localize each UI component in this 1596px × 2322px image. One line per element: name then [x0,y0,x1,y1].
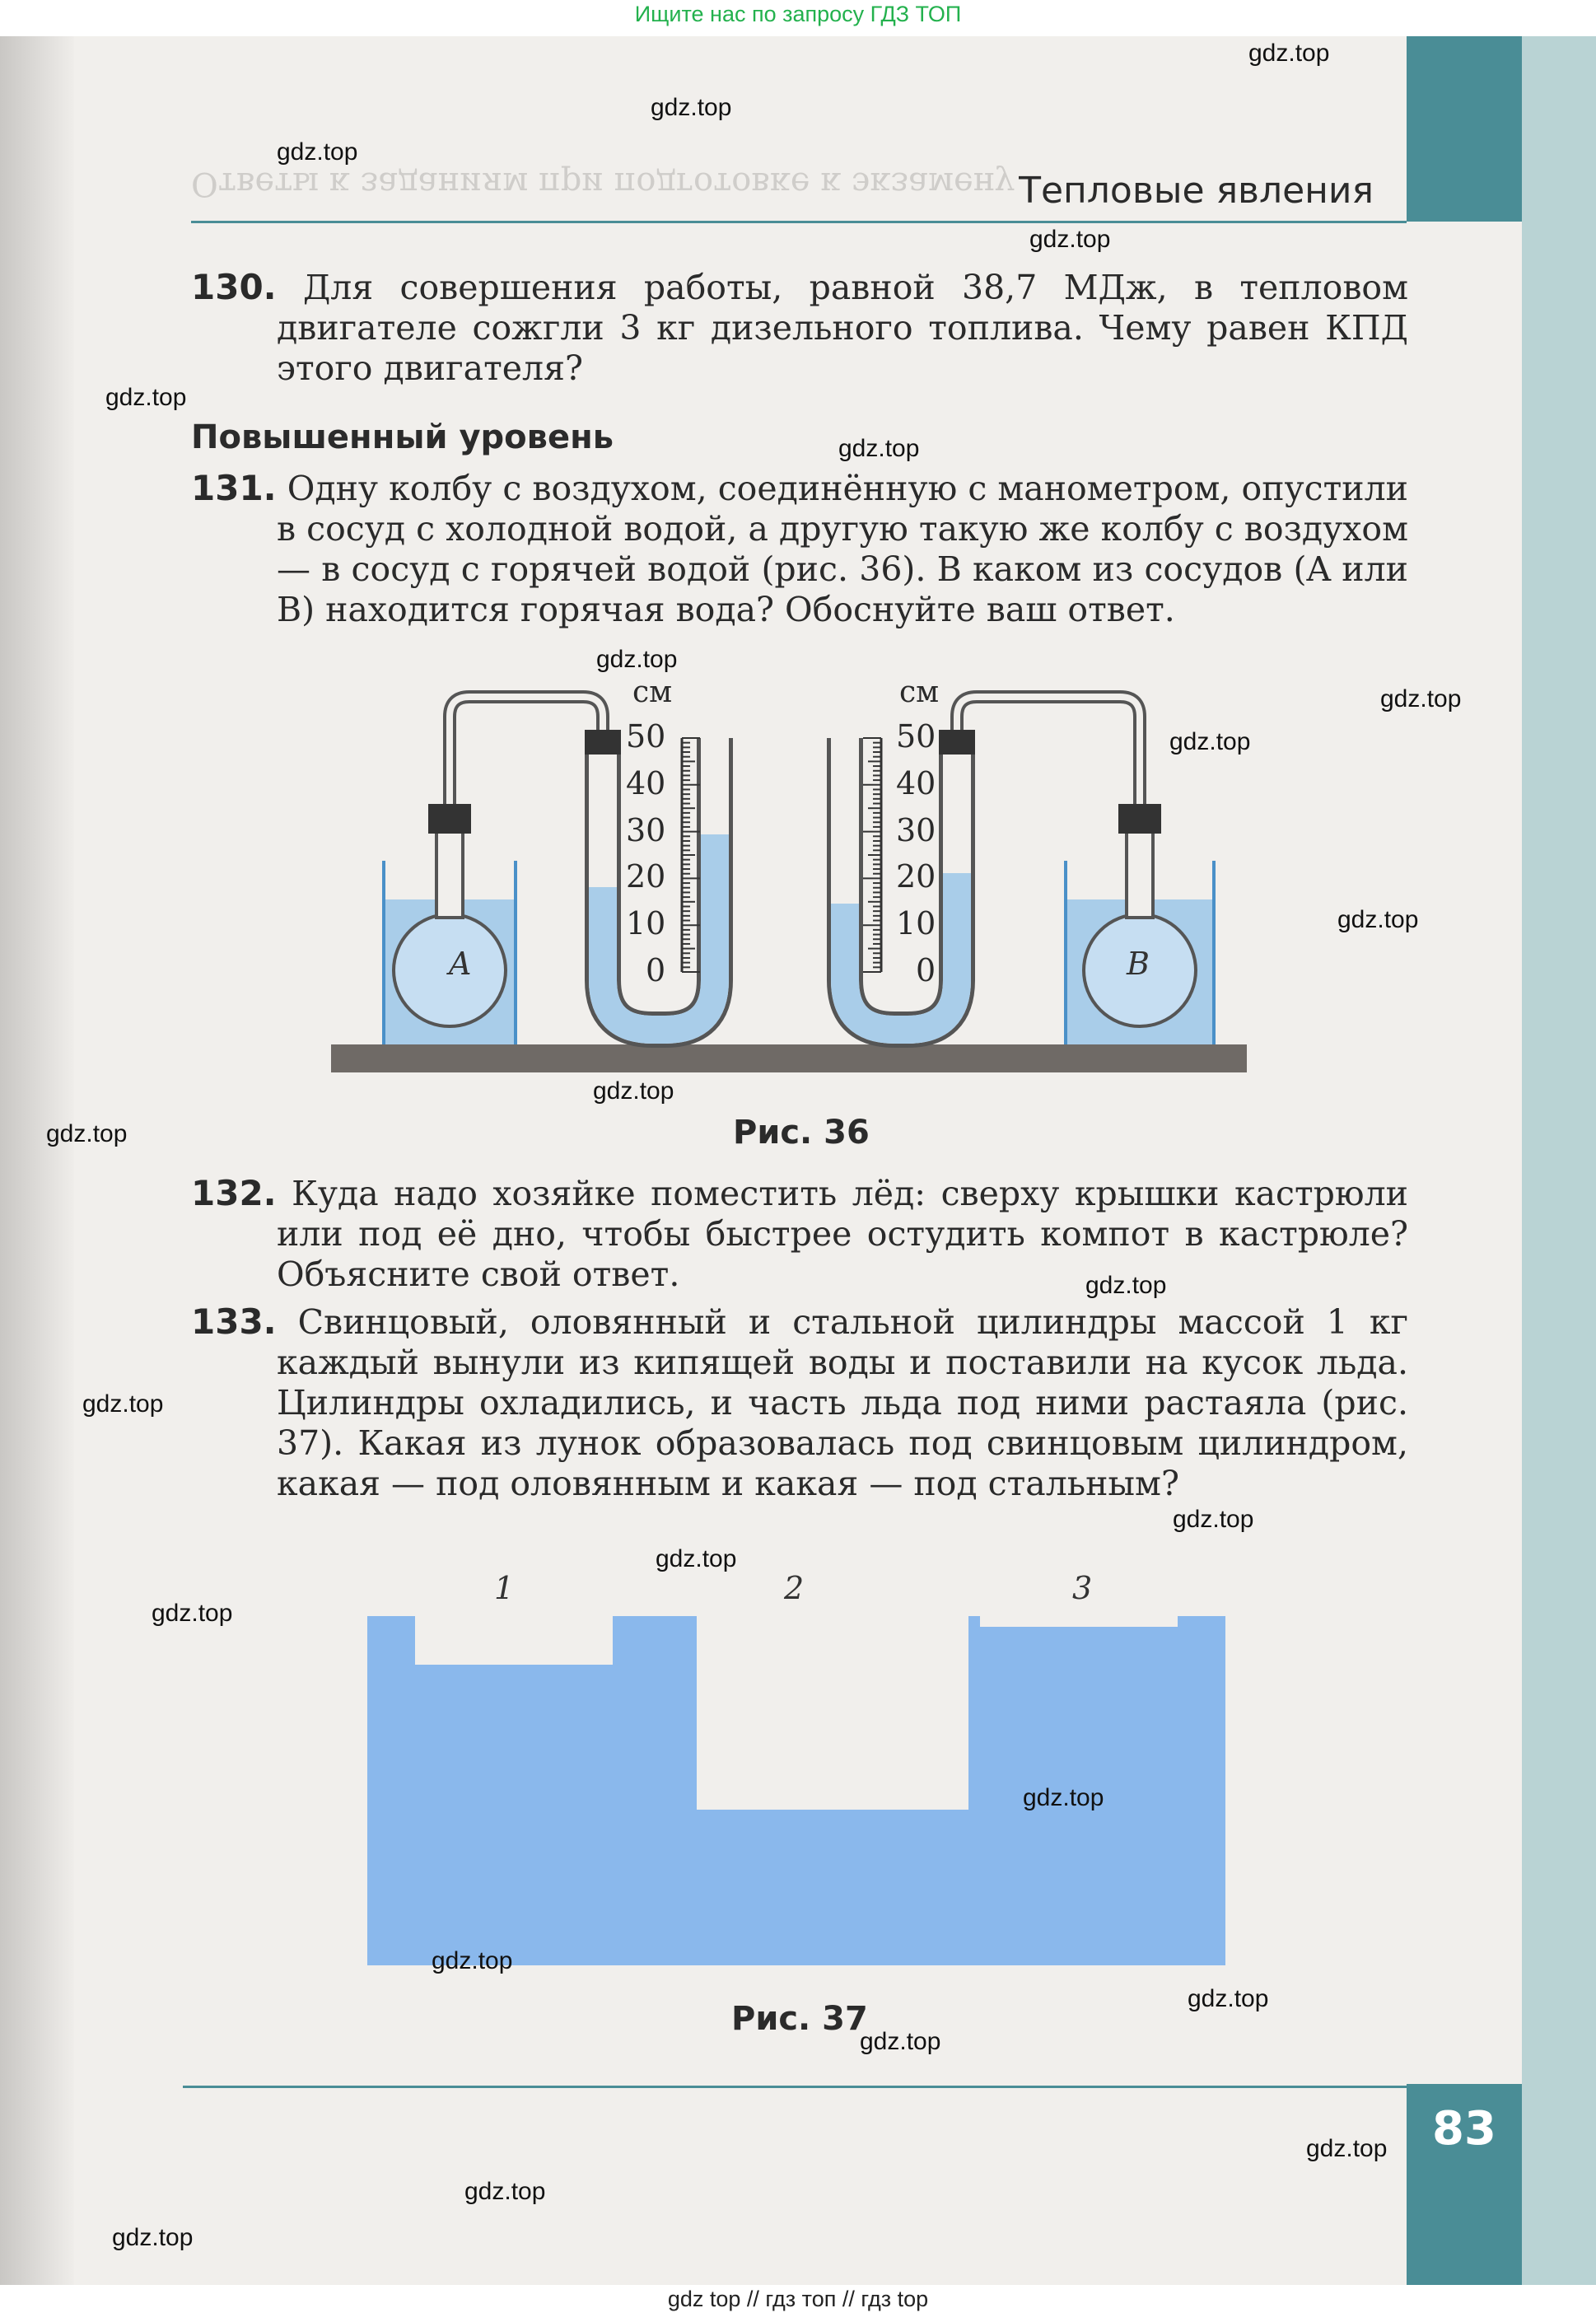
watermark: gdz.top [596,646,678,673]
hole-label-2: 2 [784,1570,805,1606]
hole-3 [980,1616,1178,1627]
scale-label: 40 [896,764,936,801]
scale-label: 50 [626,718,666,755]
scale-label: 20 [626,858,666,895]
problem-131 [191,468,1408,630]
stopper-left-manometer [585,730,621,755]
hole-label-3: 3 [1072,1570,1093,1606]
problem-132 [191,1173,1408,1295]
problem-number: 131. [191,468,277,508]
page-spine-shadow [0,36,74,2285]
scale-label: 40 [626,764,666,801]
problem-text: Для совершения работы, равной 38,7 МДж, в тепловом двигателе сожгли 3 кг дизельного топлива. Чему равен КПД этого двигателя? [277,268,1408,388]
watermark: gdz.top [656,1545,737,1572]
problem-number: 133. [191,1301,277,1342]
watermark: gdz.top [1306,2135,1388,2162]
footer-rule [183,2086,1407,2088]
section-title: Тепловые явления [1019,170,1374,212]
figure-36-caption: Рис. 36 [733,1114,870,1152]
stopper-a [428,804,471,834]
right-margin-band [1522,36,1596,2285]
base-plank [331,1044,1247,1072]
problem-133 [191,1301,1408,1504]
watermark: gdz.top [593,1077,674,1105]
scale-label: 30 [896,811,936,848]
watermark: gdz.top [1023,1784,1104,1811]
scale-label: 50 [896,718,936,755]
watermark: gdz.top [1169,728,1251,755]
vessel-a-label: A [449,946,472,982]
watermark: gdz.top [1248,40,1330,67]
problem-text: Одну колбу с воздухом, соединённую с манометром, опустили в сосуд с холодной водой, а другую такую же колбу с воздухом — в сосуд с горячей водой (рис. 36). В каком из сосудов (A или B) находится горячая вода? Обоснуйте ваш ответ. [277,469,1408,629]
watermark: gdz.top [1380,685,1462,712]
watermark: gdz.top [838,435,920,462]
problem-number: 132. [191,1173,277,1213]
top-search-link[interactable]: Ищите нас по запросу ГДЗ ТОП [634,2,962,26]
vessel-b-label: B [1127,946,1150,982]
bleed-through-text: Ответы к заданиям при подготовке к экзамену [191,165,1015,203]
hole-2 [697,1616,968,1810]
scale-label: 0 [646,952,666,988]
watermark: gdz.top [1029,226,1111,253]
watermark: gdz.top [1173,1506,1254,1533]
bottom-links[interactable]: gdz top // гдз топ // гдз top [667,2287,929,2311]
watermark: gdz.top [46,1120,128,1147]
figure-36 [313,659,1285,1079]
unit-right: см [899,675,940,709]
scale-label: 10 [626,905,666,942]
watermark: gdz.top [1337,906,1419,933]
stopper-b [1118,804,1161,834]
problem-number: 130. [191,267,277,307]
problem-text: Куда надо хозяйке поместить лёд: сверху крышки кастрюли или под её дно, чтобы быстрее остудить компот в кастрюле? Объясните свой ответ. [277,1174,1408,1294]
scale-label: 10 [896,905,936,942]
stopper-right-manometer [939,730,975,755]
watermark: gdz.top [464,2178,546,2205]
watermark: gdz.top [105,384,187,411]
hole-label-1: 1 [494,1570,515,1606]
problem-text: Свинцовый, оловянный и стальной цилиндры массой 1 кг каждый вынули из кипящей воды и поставили на кусок льда. Цилиндры охладились, и часть льда под ними растаяла (рис. 37). Какая из лунок образовалась под свинцовым цилиндром, какая — под оловянным и какая — под стальным? [277,1302,1408,1503]
watermark: gdz.top [277,138,358,166]
figure-37-caption: Рис. 37 [731,2000,868,2038]
watermark: gdz.top [432,1947,513,1974]
scale-label: 20 [896,858,936,895]
header-rule [191,221,1407,223]
watermark: gdz.top [1085,1272,1167,1299]
scale-label: 0 [916,952,936,988]
header-tab [1407,36,1522,222]
watermark: gdz.top [112,2224,194,2251]
watermark: gdz.top [651,94,732,121]
watermark: gdz.top [860,2028,941,2055]
level-heading: Повышенный уровень [191,418,614,456]
watermark: gdz.top [1188,1985,1269,2012]
unit-left: см [632,675,673,709]
watermark: gdz.top [152,1600,233,1627]
problem-130 [191,267,1408,389]
page-number: 83 [1432,2102,1496,2156]
hole-1 [415,1616,613,1665]
scale-label: 30 [626,811,666,848]
watermark: gdz.top [82,1390,164,1418]
